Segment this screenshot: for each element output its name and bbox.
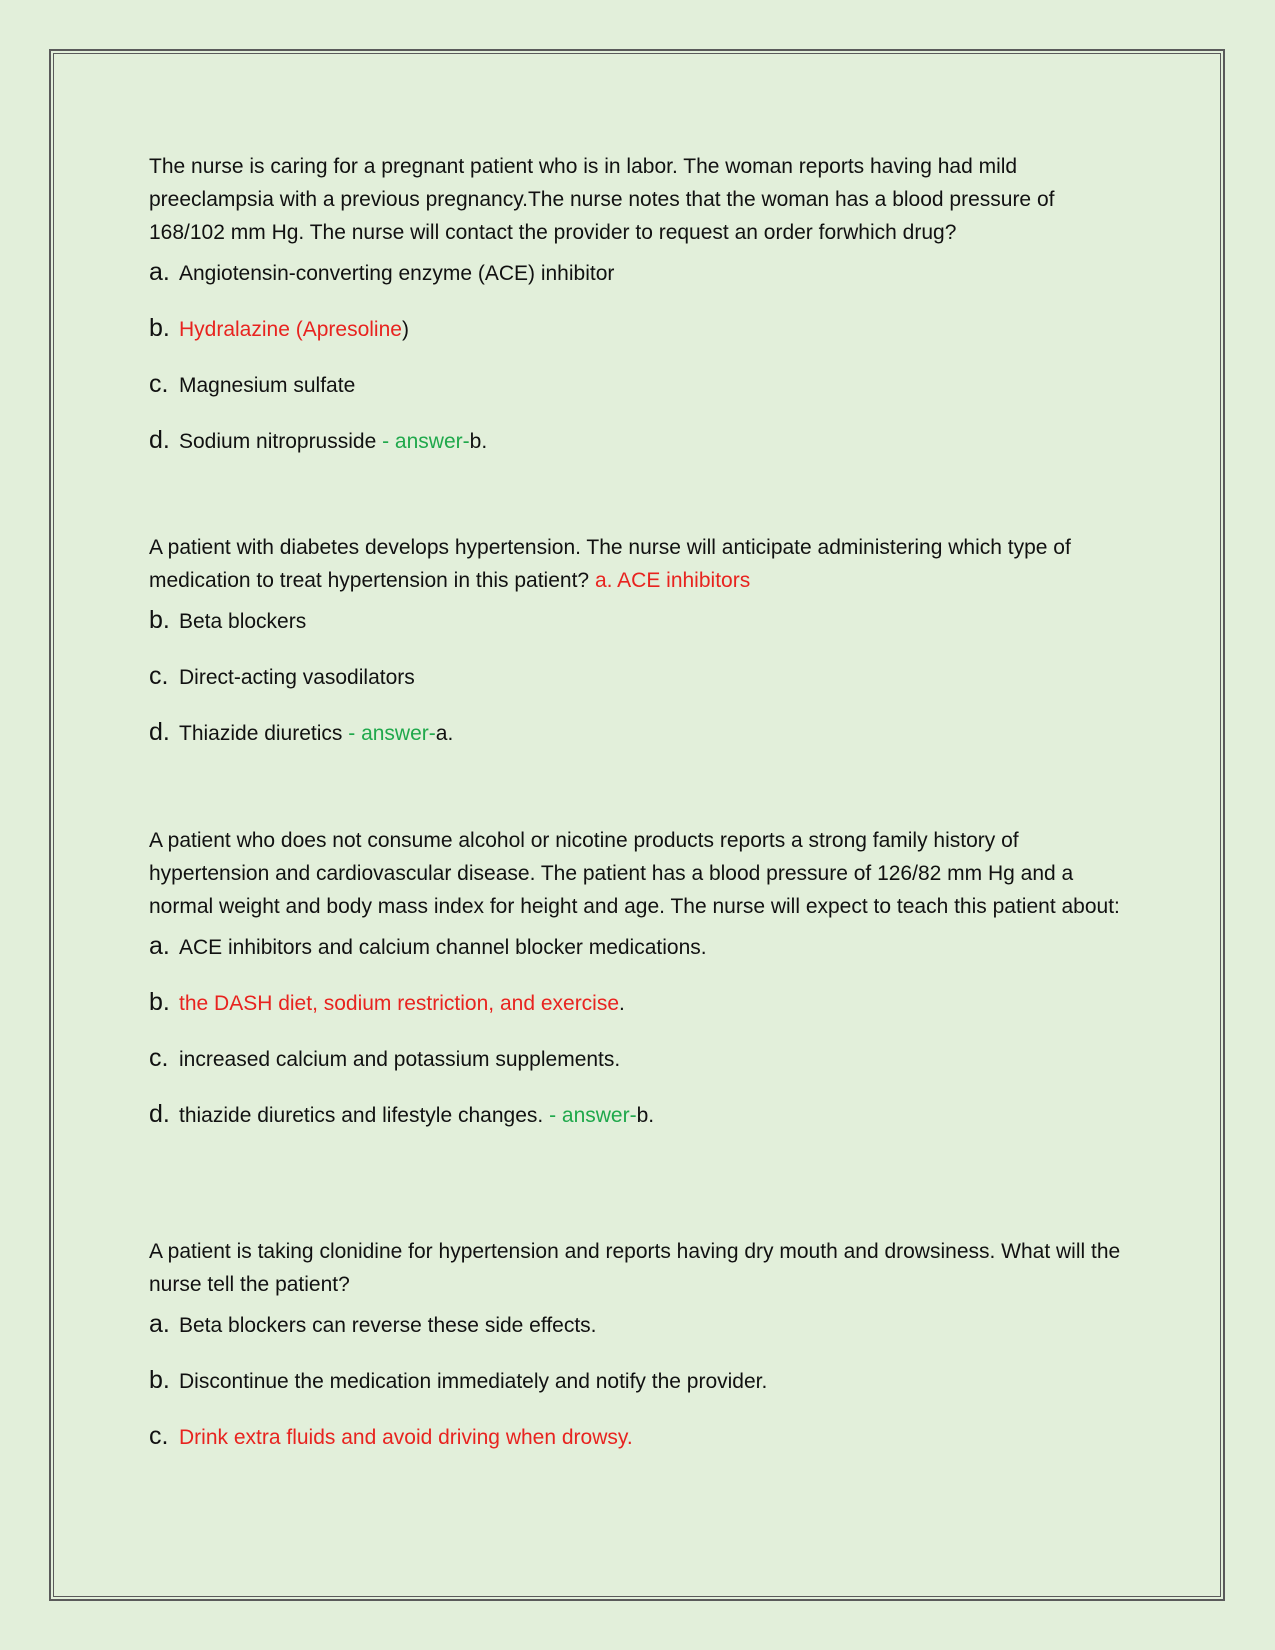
- question-stem: The nurse is caring for a pregnant patient who is in labor. The woman reports having had mild preeclampsia with a previous pregnancy.The nurse notes that the woman has a blood pressure of 168/102 mm Hg. The nurse will contact the provider to request an order forwhich drug?: [149, 155, 1055, 244]
- question-3: [149, 824, 1129, 1155]
- answer-label: - answer-: [549, 1104, 637, 1127]
- answer-label: - answer-: [382, 430, 470, 453]
- answer-value: b.: [636, 1104, 655, 1127]
- option-text: increased calcium and potassium supplements.: [179, 1048, 621, 1071]
- option-letter: d.: [149, 426, 170, 454]
- option-text: Beta blockers can reverse these side effects.: [179, 1314, 597, 1337]
- option-text: Angiotensin-converting enzyme (ACE) inhibitor: [179, 262, 615, 285]
- option-letter: a.: [149, 258, 170, 286]
- option-text: ACE inhibitors and calcium channel blocker medications.: [179, 936, 707, 959]
- option-text-suffix: .: [619, 992, 625, 1015]
- option-letter: d.: [149, 1100, 170, 1128]
- option-a: [149, 257, 1129, 289]
- stem-highlighted-answer: a. ACE inhibitors: [594, 569, 751, 592]
- option-letter: b.: [149, 988, 170, 1016]
- option-text-highlighted: the DASH diet, sodium restriction, and exercise: [179, 992, 620, 1015]
- option-text: Beta blockers: [179, 610, 307, 633]
- option-text-suffix: ): [401, 318, 409, 341]
- option-text: Discontinue the medication immediately and notify the provider.: [179, 1370, 768, 1393]
- option-letter: c.: [149, 1044, 169, 1072]
- answer-value: a.: [435, 722, 454, 745]
- option-letter: a.: [149, 932, 170, 960]
- option-c: [149, 1043, 1129, 1075]
- option-text-highlighted: Drink extra fluids and avoid driving when drowsy.: [179, 1426, 633, 1449]
- option-d: [149, 717, 1129, 749]
- option-c: [149, 661, 1129, 693]
- question-stem: A patient is taking clonidine for hypertension and reports having dry mouth and drowsiness. What will the nurse tell the patient?: [149, 1240, 1121, 1296]
- question-2: [149, 531, 1129, 773]
- option-c: [149, 369, 1129, 401]
- option-d: [149, 425, 1129, 457]
- option-b: [149, 987, 1129, 1019]
- option-a: [149, 931, 1129, 963]
- question-stem-text: A patient with diabetes develops hypertension. The nurse will anticipate administering which type of medication to treat hypertension in this patient?: [149, 536, 1071, 592]
- option-text: Magnesium sulfate: [179, 374, 356, 397]
- option-letter: c.: [149, 370, 169, 398]
- option-c: [149, 1421, 1129, 1453]
- option-text-highlighted: Hydralazine (Apresoline: [179, 318, 402, 341]
- option-letter: c.: [149, 1422, 169, 1450]
- option-d: [149, 1099, 1129, 1131]
- option-a: [149, 1309, 1129, 1341]
- option-letter: a.: [149, 1310, 170, 1338]
- option-letter: b.: [149, 606, 170, 634]
- option-letter: b.: [149, 314, 170, 342]
- question-4: [149, 1235, 1129, 1477]
- question-stem: [149, 531, 1129, 597]
- option-b: [149, 1365, 1129, 1397]
- option-text: thiazide diuretics and lifestyle changes.: [179, 1104, 544, 1127]
- option-b: [149, 313, 1129, 345]
- option-letter: b.: [149, 1366, 170, 1394]
- option-letter: d.: [149, 718, 170, 746]
- question-1: [149, 150, 1129, 481]
- option-text: Sodium nitroprusside: [179, 430, 377, 453]
- option-text: Thiazide diuretics: [179, 722, 343, 745]
- option-text: Direct-acting vasodilators: [179, 666, 415, 689]
- question-stem: A patient who does not consume alcohol or nicotine products reports a strong family history of hypertension and cardiovascular disease. The patient has a blood pressure of 126/82 mm Hg and a normal weight and body mass index for height and age. The nurse will expect to teach this patient about:: [149, 829, 1120, 918]
- answer-value: b.: [469, 430, 488, 453]
- option-b: [149, 605, 1129, 637]
- option-letter: c.: [149, 662, 169, 690]
- answer-label: - answer-: [348, 722, 436, 745]
